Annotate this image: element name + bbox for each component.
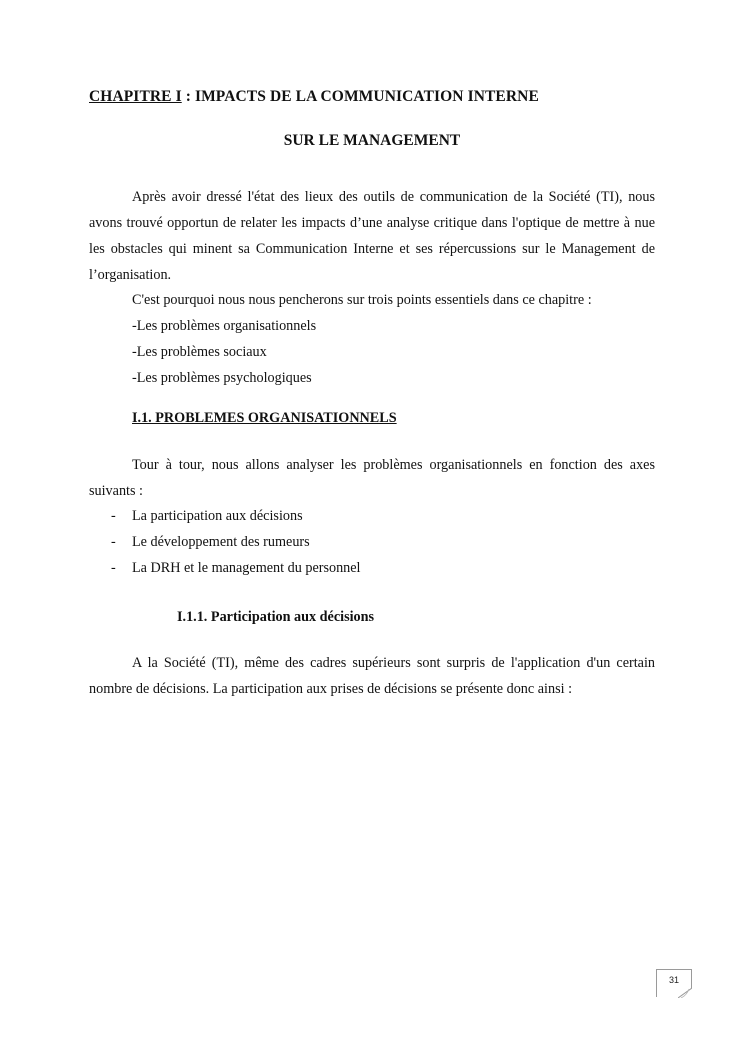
subsection-paragraph-text: A la Société (TI), même des cadres supérieurs sont surpris de l'application d'un certain nombre de décisions. La participation aux prises de décisions se présente donc ainsi : bbox=[89, 655, 655, 697]
intro-point-3: -Les problèmes psychologiques bbox=[132, 370, 312, 386]
intro-point-1: -Les problèmes organisationnels bbox=[132, 318, 317, 334]
bullet-item bbox=[111, 558, 361, 578]
intro-paragraph-text: Après avoir dressé l'état des lieux des outils de communication de la Société (TI), nous avons trouvé opportun de relater les impacts d’une analyse critique dans l'optique de mettre à nue les obstacles qui minent sa Communication Interne et ses répercussions sur le Management de l’organisation. bbox=[89, 189, 655, 283]
chapter-label: CHAPITRE I bbox=[89, 88, 182, 105]
bullet-text: Le développement des rumeurs bbox=[132, 534, 310, 550]
page-curl-icon bbox=[678, 988, 692, 998]
intro-paragraph bbox=[89, 184, 655, 288]
subsection-title: I.1.1. Participation aux décisions bbox=[177, 609, 375, 625]
page-number-box bbox=[656, 969, 692, 997]
intro-point-2: -Les problèmes sociaux bbox=[132, 344, 267, 360]
chapter-title-line2: SUR LE MANAGEMENT bbox=[283, 132, 461, 149]
bullet-dash: - bbox=[111, 508, 116, 524]
bullet-item bbox=[111, 506, 303, 526]
intro-paragraph-2: C'est pourquoi nous nous pencherons sur trois points essentiels dans ce chapitre : bbox=[132, 292, 592, 308]
bullet-text: La participation aux décisions bbox=[132, 508, 303, 524]
bullet-dash: - bbox=[111, 534, 116, 550]
section-paragraph bbox=[89, 452, 655, 504]
bullet-text: La DRH et le management du personnel bbox=[132, 560, 361, 576]
subsection-paragraph bbox=[89, 650, 655, 702]
section-paragraph-text: Tour à tour, nous allons analyser les problèmes organisationnels en fonction des axes suivants : bbox=[89, 457, 655, 499]
page-number: 31 bbox=[668, 975, 679, 985]
bullet-dash: - bbox=[111, 560, 116, 576]
section-title: I.1. PROBLEMES ORGANISATIONNELS bbox=[132, 410, 397, 426]
chapter-title bbox=[89, 88, 539, 106]
bullet-item bbox=[111, 532, 310, 552]
chapter-title-rest: : IMPACTS DE LA COMMUNICATION INTERNE bbox=[181, 88, 539, 105]
